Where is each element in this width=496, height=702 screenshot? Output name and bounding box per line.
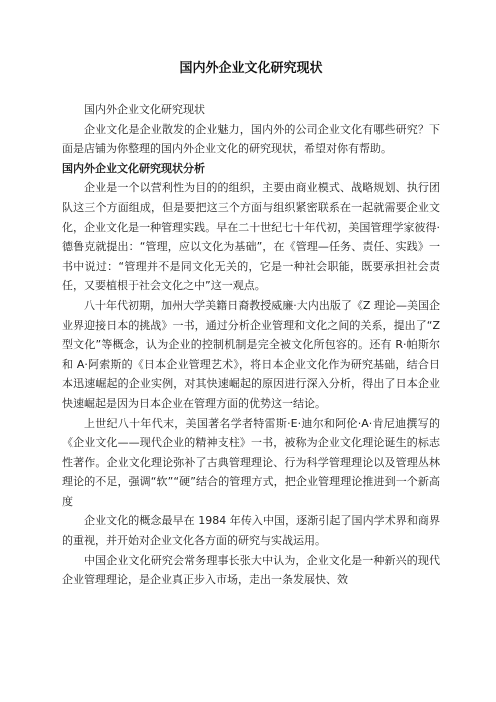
paragraph-body-4: 企业文化的概念最早在 1984 年传入中国，逐渐引起了国内学术界和商界的重视，并开始对企业文化各方面的研究与实战运用。 — [62, 514, 440, 548]
section-heading: 国内外企业文化研究现状分析 — [62, 161, 205, 175]
paragraph-body-3: 上世纪八十年代末，美国著名学者特雷斯·E·迪尔和阿伦·A·肯尼迪撰写的《企业文化——现代企业的精神支柱》一书，被称为企业文化理论诞生的标志性著作。企业文化理论弥补了古典管理理论、行为科学管理理论以及管理丛林理论的不足，强调“软”“硬”结合的管理方式，把企业管理理论推进到一个新高度 — [62, 416, 440, 508]
paragraph-body-5: 中国企业文化研究会常务理事长张大中认为，企业文化是一种新兴的现代企业管理理论，是企业真正步入市场，走出一条发展快、效 — [62, 553, 440, 587]
paragraph-body-2: 八十年代初期，加州大学美籍日裔教授威廉·大内出版了《Z 理论—美国企业界迎接日本的挑战》一书，通过分析企业管理和文化之间的关系，提出了“Z 型文化”等概念，认为企业的控制机制是完全被文化所包容的。还有 R·帕斯尔和 A·阿索斯的《日本企业管理艺术》，将日本企业文化作为研究基础，结合日本迅速崛起的企业实例，对其快速崛起的原因进行深入分析，得出了日本企业快速崛起是因为日本企业在管理方面的优势这一结论。 — [62, 298, 440, 410]
paragraph-intro: 企业文化是企业散发的企业魅力，国内外的公司企业文化有哪些研究？下面是店铺为你整理的国内外企业文化的研究现状，希望对你有帮助。 — [62, 122, 440, 156]
document-title: 国内外企业文化研究现状 — [179, 61, 323, 76]
paragraph-body-1: 企业是一个以营利性为目的的组织，主要由商业模式、战略规划、执行团队这三个方面组成，但是要把这三个方面与组织紧密联系在一起就需要企业文化，企业文化是一种管理实践。早在二十世纪七十年代初，美国管理学家彼得·德鲁克就提出：“管理，应以文化为基础”，在《管理—任务、责任、实践》一书中说过：“管理并不是同文化无关的，它是一种社会职能，既要承担社会责任，又要植根于社会文化之中”这一观点。 — [62, 181, 440, 293]
paragraph-subtitle: 国内外企业文化研究现状 — [84, 103, 205, 116]
